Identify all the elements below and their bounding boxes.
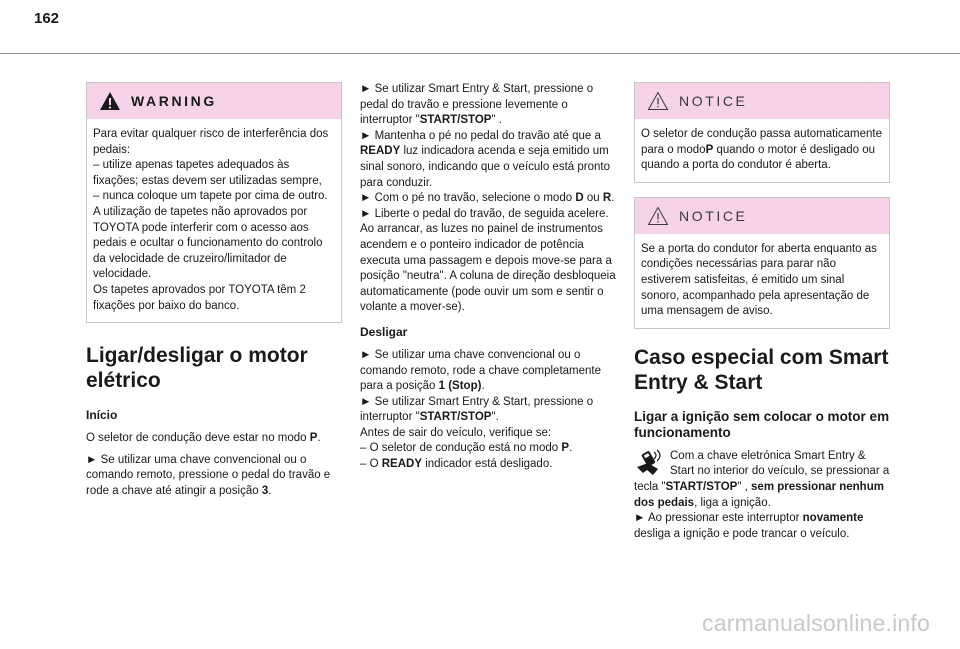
warning-line: Os tapetes aprovados por TOYOTA têm 2 fixações por baixo do banco.: [93, 283, 306, 312]
warning-title: WARNING: [131, 93, 217, 109]
notice-title: NOTICE: [679, 93, 748, 109]
warning-line: Para evitar qualquer risco de interferência dos pedais:: [93, 128, 329, 156]
notice-triangle-icon: [647, 91, 669, 111]
paragraph: Antes de sair do veículo, verifique se:: [360, 426, 552, 439]
subheading-desligar: Desligar: [360, 324, 408, 339]
paragraph: O seletor de condução deve estar no modo P.: [86, 432, 321, 445]
paragraph: ► Se utilizar Smart Entry & Start, pressione o pedal do travão e pressione levemente o interruptor "START/STOP" .: [360, 83, 594, 127]
paragraph: ► Ao pressionar este interruptor novamente desliga a ignição e pode trancar o veículo.: [634, 512, 864, 540]
subheading-inicio: Início: [86, 408, 118, 423]
subsection-title: Ligar a ignição sem colocar o motor em funcionamento: [634, 408, 890, 440]
warning-header: [87, 83, 341, 119]
notice-header: [635, 83, 889, 119]
paragraph: ► Com o pé no travão, selecione o modo D ou R.: [360, 192, 615, 205]
notice-text: O seletor de condução passa automaticamente para o modoP quando o motor é desligado ou quando a porta do condutor é aberta.: [641, 128, 883, 172]
notice-text: Se a porta do condutor for aberta enquanto as condições necessárias para parar não estiverem satisfeitas, é emitido um sinal sonoro, acompanhado pela apresentação de uma mensagem de aviso.: [641, 242, 877, 318]
column-right: [634, 82, 890, 542]
warning-body: [87, 119, 341, 322]
smart-key-icon: [634, 449, 664, 477]
notice-body: [635, 234, 889, 328]
paragraph: ► Liberte o pedal do travão, de seguida acelere.: [360, 207, 609, 220]
warning-line: – nunca coloque um tapete por cima de outro.: [93, 190, 328, 203]
notice-title: NOTICE: [679, 207, 748, 224]
paragraph: Com a chave eletrónica Smart Entry & Start no interior do veículo, se pressionar a tecla "START/STOP" , sem pressionar nenhum dos pedais, liga a ignição.: [634, 449, 890, 509]
header-divider: [0, 53, 960, 54]
warning-line: – utilize apenas tapetes adequados às fixações; estas devem ser utilizadas sempre,: [93, 159, 322, 187]
warning-box: [86, 82, 342, 323]
column-left: [86, 82, 342, 506]
section-title-caso-especial: Caso especial com Smart Entry & Start: [634, 345, 889, 394]
warning-triangle-icon: [99, 91, 121, 111]
warning-line: A utilização de tapetes não aprovados por TOYOTA pode interferir com o acesso aos pedais e ocultar o funcionamento do controlo da velocidade de cruzeiro/limitador de velocidade.: [93, 205, 323, 281]
page-number: 162: [34, 10, 60, 27]
paragraph: ► Se utilizar uma chave convencional ou o comando remoto, pressione o pedal do travão e rode a chave até atingir a posição 3.: [86, 453, 331, 497]
paragraph: ► Se utilizar uma chave convencional ou o comando remoto, rode a chave completamente para a posição 1 (Stop).: [360, 348, 601, 393]
paragraph: Ao arrancar, as luzes no painel de instrumentos acendem e o ponteiro indicador de potência executa uma passagem e depois move-se para a posição "neutra". A coluna de direção desbloqueia automaticamente (pode ouvir um som e sentir o volante a mover-se).: [360, 223, 616, 314]
notice-body: [635, 119, 889, 182]
paragraph: – O READY indicador está desligado.: [360, 458, 553, 471]
section-title-ligar-desligar: Ligar/desligar o motor elétrico: [86, 344, 308, 393]
notice-triangle-icon: [647, 206, 669, 226]
watermark: carmanualsonline.info: [702, 610, 930, 636]
notice-header: [635, 198, 889, 234]
paragraph: – O seletor de condução está no modo P.: [360, 442, 573, 455]
paragraph: ► Se utilizar Smart Entry & Start, pressione o interruptor "START/STOP".: [360, 395, 594, 424]
notice-box-2: [634, 197, 890, 329]
paragraph: ► Mantenha o pé no pedal do travão até que a READY luz indicadora acenda e seja emitido um sinal sonoro, indicando que o veículo está pronto para conduzir.: [360, 129, 610, 189]
column-middle: [360, 82, 616, 473]
notice-box-1: [634, 82, 890, 183]
